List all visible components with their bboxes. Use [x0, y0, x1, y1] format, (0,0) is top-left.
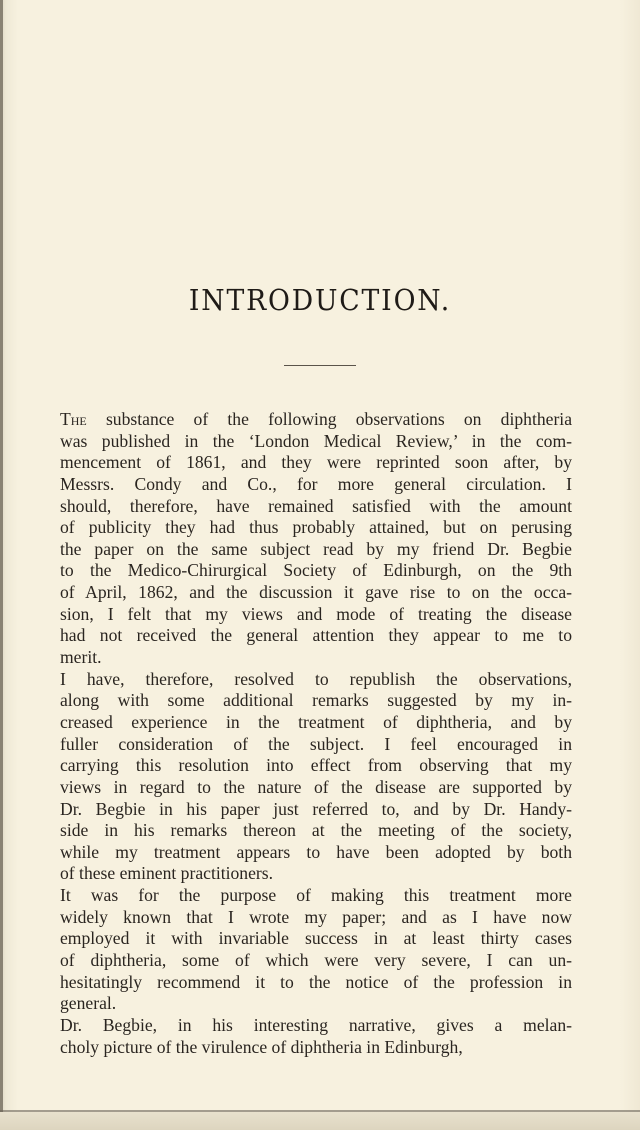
text-line: side in his remarks thereon at the meeting of the society, [60, 820, 572, 841]
text-line: of April, 1862, and the discussion it gave rise to on the occa- [60, 582, 572, 603]
text-line: widely known that I wrote my paper; and as I have now [60, 906, 572, 927]
text-line: general. [60, 993, 117, 1014]
text-line: mencement of 1861, and they were reprinted soon after, by [60, 452, 572, 473]
text-line: choly picture of the virulence of diphtheria in Edinburgh, [60, 1036, 463, 1057]
page-bottom-shadow [0, 1112, 640, 1130]
paragraph [60, 1015, 572, 1058]
text-line: was published in the ‘London Medical Review,’ in the com- [60, 430, 572, 451]
text-line: had not received the general attention they appear to me to [60, 625, 572, 646]
text-line: The substance of the following observations on diphtheria [60, 409, 572, 429]
text-line: fuller consideration of the subject. I feel encouraged in [60, 733, 572, 754]
text-line: carrying this resolution into effect from observing that my [60, 755, 572, 776]
text-line: hesitatingly recommend it to the notice of the profession in [60, 971, 572, 992]
text-line: Messrs. Condy and Co., for more general circulation. I [60, 473, 572, 494]
paragraph [60, 885, 572, 1015]
binding-edge [0, 0, 3, 1130]
text-line: I have, therefore, resolved to republish the observations, [60, 668, 572, 689]
text-line: of diphtheria, some of which were very severe, I can un- [60, 950, 572, 971]
paragraph [60, 669, 572, 885]
text-line: views in regard to the nature of the disease are supported by [60, 776, 572, 797]
body-text [60, 409, 572, 1058]
text-line: merit. [60, 647, 102, 668]
text-line: sion, I felt that my views and mode of treating the disease [60, 603, 572, 624]
heading-rule [284, 365, 356, 366]
chapter-heading: INTRODUCTION. [188, 283, 452, 317]
text-line: Dr. Begbie in his paper just referred to, and by Dr. Handy- [60, 798, 572, 819]
paragraph [60, 409, 572, 669]
text-line: creased experience in the treatment of diphtheria, and by [60, 711, 572, 732]
text-line: employed it with invariable success in at least thirty cases [60, 928, 572, 949]
text-line: It was for the purpose of making this treatment more [60, 885, 572, 906]
text-line: along with some additional remarks suggested by my in- [60, 690, 572, 711]
text-line: of publicity they had thus probably attained, but on perusing [60, 517, 572, 538]
text-line: Dr. Begbie, in his interesting narrative, gives a melan- [60, 1014, 572, 1035]
text-line: the paper on the same subject read by my friend Dr. Begbie [60, 538, 572, 559]
text-line: should, therefore, have remained satisfied with the amount [60, 495, 572, 516]
text-line: to the Medico-Chirurgical Society of Edinburgh, on the 9th [60, 560, 572, 581]
text-line: while my treatment appears to have been adopted by both [60, 841, 572, 862]
text-line: of these eminent practitioners. [60, 863, 274, 884]
